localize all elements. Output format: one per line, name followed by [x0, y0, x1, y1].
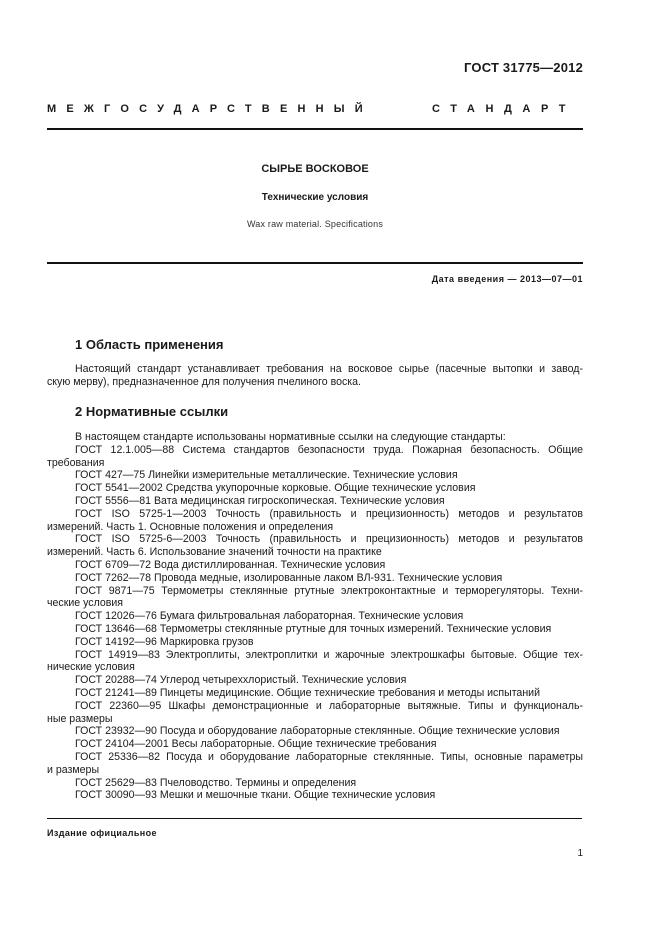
- document-title: СЫРЬЕ ВОСКОВОЕ: [261, 163, 369, 175]
- reference-line: и размеры: [47, 763, 100, 776]
- reference-line: ГОСТ 12.1.005—88 Система стандартов безопасности труда. Пожарная безопасность. Общие: [75, 443, 583, 456]
- reference-line: ГОСТ 7262—78 Провода медные, изолированные лаком ВЛ-931. Технические условия: [75, 571, 503, 584]
- document-subtitle: Технические условия: [261, 192, 369, 203]
- title-divider: [47, 262, 583, 264]
- reference-line: требования: [47, 456, 105, 469]
- reference-line: ГОСТ 22360—95 Шкафы демонстрационные и лабораторные вытяжные. Типы и функциональ-: [75, 699, 583, 712]
- reference-line: ГОСТ 25336—82 Посуда и оборудование лабораторные стеклянные. Типы, основные параметры: [75, 750, 583, 763]
- reference-line: измерений. Часть 1. Основные положения и определения: [47, 520, 334, 533]
- english-title: Wax raw material. Specifications: [246, 219, 384, 229]
- reference-line: измерений. Часть 6. Использование значений точности на практике: [47, 546, 382, 559]
- reference-line: ГОСТ 6709—72 Вода дистиллированная. Технические условия: [75, 558, 386, 571]
- standard-code: ГОСТ 31775—2012: [464, 60, 583, 75]
- interstate-label: МЕЖГОСУДАРСТВЕННЫЙ: [47, 103, 373, 115]
- reference-line: ческие условия: [47, 597, 124, 610]
- reference-line: ные размеры: [47, 712, 113, 725]
- section-1-line: скую мерву), предназначенное для получения пчелиного воска.: [47, 375, 361, 388]
- section-2-heading: 2 Нормативные ссылки: [75, 404, 229, 419]
- reference-line: ГОСТ 25629—83 Пчеловодство. Термины и определения: [75, 776, 357, 789]
- reference-line: ГОСТ 24104—2001 Весы лабораторные. Общие технические требования: [75, 738, 437, 751]
- reference-line: ГОСТ 9871—75 Термометры стеклянные ртутные электроконтактные и терморегуляторы. Техни-: [75, 584, 583, 597]
- references-intro: В настоящем стандарте использованы нормативные ссылки на следующие стандарты:: [75, 431, 506, 443]
- reference-line: ГОСТ 5541—2002 Средства укупорочные корковые. Общие технические условия: [75, 482, 476, 495]
- reference-line: ГОСТ 13646—68 Термометры стеклянные ртутные для точных измерений. Технические условия: [75, 622, 552, 635]
- reference-line: ГОСТ 5556—81 Вата медицинская гигроскопическая. Технические условия: [75, 494, 445, 507]
- reference-line: ГОСТ 21241—89 Пинцеты медицинские. Общие технические требования и методы испытаний: [75, 686, 541, 699]
- header-divider: [47, 128, 583, 130]
- standard-label: СТАНДАРТ: [432, 103, 577, 115]
- reference-line: ГОСТ ISO 5725-1—2003 Точность (правильность и прецизионность) методов и результатов: [75, 507, 583, 520]
- reference-line: нические условия: [47, 661, 135, 674]
- reference-line: ГОСТ 30090—93 Мешки и мешочные ткани. Общие технические условия: [75, 789, 436, 802]
- page-number: 1: [577, 848, 583, 859]
- section-1-line: Настоящий стандарт устанавливает требования на восковое сырье (пасечные вытопки и завод-: [75, 363, 583, 375]
- reference-line: ГОСТ 427—75 Линейки измерительные металлические. Технические условия: [75, 469, 458, 482]
- footer-divider: [47, 818, 582, 819]
- reference-line: ГОСТ 12026—76 Бумага фильтровальная лабораторная. Технические условия: [75, 610, 464, 623]
- section-1-heading: 1 Область применения: [75, 337, 224, 352]
- effective-date: Дата введения — 2013—07—01: [431, 274, 583, 284]
- official-edition-label: Издание официальное: [47, 828, 157, 838]
- reference-line: ГОСТ 14919—83 Электроплиты, электроплитки и жарочные электрошкафы бытовые. Общие тех-: [75, 648, 583, 661]
- reference-line: ГОСТ 14192—96 Маркировка грузов: [75, 635, 254, 648]
- section-1-paragraph: [47, 363, 583, 389]
- reference-line: ГОСТ ISO 5725-6—2003 Точность (правильность и прецизионность) методов и результатов: [75, 533, 583, 546]
- normative-references: [47, 431, 583, 802]
- reference-line: ГОСТ 20288—74 Углерод четыреххлористый. Технические условия: [75, 674, 407, 687]
- reference-line: ГОСТ 23932—90 Посуда и оборудование лабораторные стеклянные. Общие технические условия: [75, 725, 560, 738]
